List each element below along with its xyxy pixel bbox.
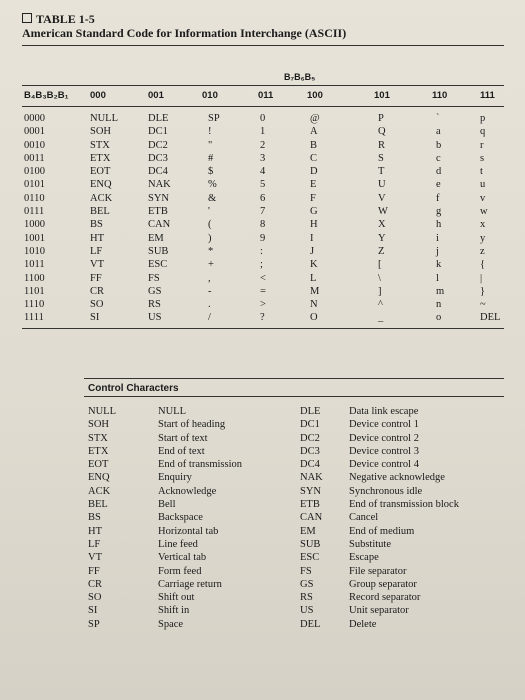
table-cell: 0 (260, 113, 266, 124)
table-cell: DEL (480, 312, 501, 324)
table-cell: + (208, 259, 214, 271)
table-cell: < (260, 272, 266, 284)
column-011 (260, 112, 266, 325)
control-description: End of transmission block (349, 499, 459, 511)
table-cell: X (378, 219, 386, 231)
table-cell: ETX (90, 152, 111, 164)
table-cell: _ (378, 312, 384, 324)
table-cell: : (260, 245, 263, 257)
control-abbreviation: DLE (300, 406, 321, 417)
table-cell: ~ (480, 299, 486, 311)
table-cell: E (310, 179, 317, 191)
table-cell: z (480, 245, 485, 257)
table-cell: 8 (260, 219, 266, 231)
table-cell: e (436, 179, 441, 191)
control-abbreviation: CR (88, 578, 103, 590)
table-cell: x (480, 219, 486, 231)
table-cell: R (378, 139, 386, 151)
control-abbreviation: BS (88, 512, 101, 524)
table-cell: u (480, 179, 486, 191)
header-rule-1 (22, 85, 504, 86)
table-cell: C (310, 152, 318, 164)
table-cell: ETB (148, 206, 168, 218)
table-cell: f (436, 192, 440, 204)
table-cell: ) (208, 232, 212, 244)
table-cell: - (208, 285, 212, 297)
control-abbreviation: ETX (88, 445, 109, 457)
high-bits-header: B₇B₆B₅ (284, 72, 316, 82)
table-cell: j (436, 245, 439, 257)
table-cell: i (436, 232, 439, 244)
control-description: End of medium (349, 525, 415, 537)
row-code: 0100 (24, 166, 45, 178)
control-description: Space (158, 618, 184, 630)
control-abbreviation: DEL (300, 618, 321, 630)
table-cell: h (436, 219, 442, 231)
control-abbreviation: SUB (300, 538, 321, 550)
control-description: Bell (158, 499, 176, 511)
column-100 (310, 112, 320, 325)
control-description: Line feed (158, 538, 198, 550)
control-abbreviation: ACK (88, 485, 111, 497)
table-caption (22, 12, 346, 40)
top-rule (22, 45, 504, 46)
table-cell: DC4 (148, 166, 168, 178)
table-cell: SP (208, 113, 220, 124)
column-header-100: 100 (307, 90, 323, 101)
table-cell: VT (90, 259, 104, 271)
control-description: Record separator (349, 592, 421, 604)
table-cell: GS (148, 285, 162, 297)
control-abbreviation: HT (88, 525, 102, 537)
control-abbreviation: ESC (300, 552, 320, 564)
control-description: Unit separator (349, 605, 409, 617)
row-code: 1101 (24, 285, 45, 297)
column-header-111: 111 (480, 90, 495, 101)
table-cell: y (480, 232, 486, 244)
control-description: NULL (158, 406, 186, 417)
table-cell: STX (90, 139, 110, 151)
control-description: Start of heading (158, 419, 226, 431)
control-characters-title: Control Characters (88, 383, 179, 394)
table-cell: o (436, 312, 442, 324)
control-description: Enquiry (158, 472, 192, 484)
table-cell: ] (378, 285, 382, 297)
table-cell: SOH (90, 126, 112, 138)
table-cell: l (436, 272, 439, 284)
table-cell: . (208, 299, 211, 311)
table-cell: b (436, 139, 442, 151)
table-title: American Standard Code for Information Interchange (ASCII) (22, 26, 347, 40)
table-cell: U (378, 179, 386, 191)
table-cell: > (260, 299, 266, 311)
table-cell: H (310, 219, 318, 231)
control-left-desc-column (158, 405, 242, 631)
table-cell: 2 (260, 139, 266, 151)
control-description: Carriage return (158, 578, 222, 590)
table-cell: EOT (90, 166, 111, 178)
control-abbreviation: NULL (88, 406, 116, 417)
table-cell: 1 (260, 126, 266, 138)
table-cell: D (310, 166, 318, 178)
control-abbreviation: DC2 (300, 432, 320, 444)
control-description: Device control 1 (349, 419, 419, 431)
control-description: Cancel (349, 512, 379, 524)
table-cell: US (148, 312, 162, 324)
table-cell: NAK (148, 179, 171, 191)
table-cell: HT (90, 232, 104, 244)
checkbox-square-icon (22, 13, 32, 23)
control-left-abbr-column (88, 405, 116, 631)
control-description: Negative acknowledge (349, 472, 445, 484)
row-code: 0111 (24, 206, 45, 218)
table-cell: d (436, 166, 442, 178)
control-abbreviation: SYN (300, 485, 322, 497)
table-cell: w (480, 206, 488, 218)
control-description: Start of text (158, 432, 208, 444)
low-bits-header: B₄B₃B₂B₁ (24, 90, 69, 101)
table-bottom-rule (22, 328, 504, 329)
table-cell: g (436, 206, 442, 218)
table-cell: Z (378, 245, 385, 257)
column-header-000: 000 (90, 90, 106, 101)
control-description: Form feed (158, 565, 202, 577)
table-cell: | (480, 272, 483, 284)
control-description: Vertical tab (158, 552, 207, 564)
table-cell: 4 (260, 166, 266, 178)
row-code: 1000 (24, 219, 45, 231)
table-cell: N (310, 299, 318, 311)
row-code-column (24, 112, 45, 325)
table-cell: v (480, 192, 486, 204)
control-description: Device control 4 (349, 459, 419, 471)
table-cell: ACK (90, 192, 113, 204)
table-cell: 7 (260, 206, 266, 218)
row-code: 0011 (24, 152, 45, 164)
table-cell: q (480, 126, 486, 138)
control-abbreviation: DC3 (300, 445, 320, 457)
table-cell: SYN (148, 192, 170, 204)
column-000 (90, 112, 118, 325)
table-cell: ESC (148, 259, 168, 271)
table-cell: W (378, 206, 388, 218)
header-rule-2 (22, 106, 504, 107)
row-code: 1010 (24, 245, 45, 257)
column-header-010: 010 (202, 90, 218, 101)
table-cell: p (480, 113, 486, 124)
table-cell: F (310, 192, 316, 204)
control-description: Shift out (158, 592, 195, 604)
control-right-desc-column (349, 405, 459, 631)
table-cell: CR (90, 285, 105, 297)
control-abbreviation: NAK (300, 472, 323, 484)
table-cell: M (310, 285, 320, 297)
control-abbreviation: CAN (300, 512, 323, 524)
table-cell: EM (148, 232, 164, 244)
control-description: Device control 2 (349, 432, 419, 444)
control-description: Shift in (158, 605, 190, 617)
table-cell: Y (378, 232, 386, 244)
control-abbreviation: SO (88, 592, 102, 604)
control-description: End of text (158, 445, 205, 457)
table-cell: , (208, 272, 211, 284)
table-cell: I (310, 232, 314, 244)
row-code: 0101 (24, 179, 45, 191)
table-cell: J (310, 245, 315, 257)
table-cell: { (480, 259, 486, 271)
table-cell: G (310, 206, 318, 218)
control-right-abbr-column (300, 405, 323, 631)
control-abbreviation: DC1 (300, 419, 320, 431)
table-cell: n (436, 299, 442, 311)
control-abbreviation: RS (300, 592, 313, 604)
column-110 (436, 112, 444, 325)
table-cell: = (260, 285, 266, 297)
table-cell: CAN (148, 219, 171, 231)
table-cell: SI (90, 312, 100, 324)
table-cell: SO (90, 299, 104, 311)
row-code: 1111 (24, 312, 44, 324)
table-cell: " (208, 139, 213, 151)
table-cell: 9 (260, 232, 266, 244)
table-cell: S (378, 152, 384, 164)
control-abbreviation: EOT (88, 459, 109, 471)
table-cell: SUB (148, 245, 169, 257)
control-abbreviation: DC4 (300, 459, 320, 471)
table-cell: ENQ (90, 179, 112, 191)
table-cell: 6 (260, 192, 266, 204)
control-description: Horizontal tab (158, 525, 219, 537)
row-code: 0001 (24, 126, 45, 138)
table-cell: k (436, 259, 442, 271)
control-header-rule (84, 396, 504, 397)
table-cell: } (480, 285, 486, 297)
table-cell: $ (208, 166, 214, 178)
control-abbreviation: VT (88, 552, 102, 564)
table-cell: RS (148, 299, 161, 311)
table-cell: K (310, 259, 318, 271)
control-description: Escape (349, 552, 379, 564)
table-cell: \ (378, 272, 381, 284)
table-cell: % (208, 179, 217, 191)
control-description: Group separator (349, 578, 417, 590)
table-cell: A (310, 126, 318, 138)
column-010 (208, 112, 220, 325)
table-cell: 3 (260, 152, 266, 164)
control-abbreviation: EM (300, 525, 316, 537)
row-code: 0010 (24, 139, 45, 151)
control-abbreviation: STX (88, 432, 108, 444)
table-cell: BEL (90, 206, 110, 218)
table-cell: O (310, 312, 318, 324)
control-abbreviation: SP (88, 618, 100, 630)
control-abbreviation: ETB (300, 499, 320, 511)
row-code: 1011 (24, 259, 45, 271)
table-cell: DC3 (148, 152, 168, 164)
control-abbreviation: US (300, 605, 314, 617)
table-cell: FS (148, 272, 160, 284)
table-cell: V (378, 192, 386, 204)
control-top-rule (84, 378, 504, 379)
control-description: End of transmission (158, 459, 242, 471)
table-cell: BS (90, 219, 103, 231)
table-cell: B (310, 139, 318, 151)
table-cell: m (436, 285, 445, 297)
column-header-011: 011 (258, 90, 274, 101)
table-cell: ' (208, 206, 210, 218)
control-abbreviation: SI (88, 605, 98, 617)
table-cell: * (208, 245, 214, 257)
table-cell: LF (90, 245, 103, 257)
column-header-101: 101 (374, 90, 390, 101)
column-header-110: 110 (432, 90, 448, 101)
table-cell: a (436, 126, 441, 138)
control-description: Delete (349, 618, 377, 630)
table-cell: ( (208, 219, 212, 231)
row-code: 0110 (24, 192, 45, 204)
row-code: 0000 (24, 113, 45, 124)
control-description: Device control 3 (349, 445, 419, 457)
table-cell: ! (208, 126, 212, 138)
table-cell: ^ (378, 299, 383, 311)
table-cell: c (436, 152, 441, 164)
table-cell: r (480, 139, 484, 151)
column-101 (378, 112, 388, 325)
table-cell: ` (436, 113, 440, 124)
table-cell: DLE (148, 113, 169, 124)
table-cell: 5 (260, 179, 266, 191)
control-abbreviation: BEL (88, 499, 108, 511)
control-abbreviation: ENQ (88, 472, 110, 484)
table-cell: [ (378, 259, 382, 271)
table-cell: P (378, 113, 384, 124)
table-cell: @ (310, 113, 320, 124)
table-cell: ; (260, 259, 263, 271)
table-cell: t (480, 166, 483, 178)
table-cell: NULL (90, 113, 118, 124)
table-cell: L (310, 272, 317, 284)
control-abbreviation: GS (300, 578, 314, 590)
control-abbreviation: LF (88, 538, 101, 550)
control-description: Substitute (349, 538, 392, 550)
column-001 (148, 112, 171, 325)
control-abbreviation: SOH (88, 419, 110, 431)
table-cell: # (208, 152, 214, 164)
row-code: 1110 (24, 299, 45, 311)
table-cell: FF (90, 272, 102, 284)
control-abbreviation: FF (88, 565, 100, 577)
table-cell: DC1 (148, 126, 168, 138)
control-description: Acknowledge (158, 485, 217, 497)
row-code: 1001 (24, 232, 45, 244)
column-header-001: 001 (148, 90, 164, 101)
table-cell: s (480, 152, 485, 164)
table-cell: T (378, 166, 385, 178)
control-description: File separator (349, 565, 407, 577)
table-cell: & (208, 192, 217, 204)
control-abbreviation: FS (300, 565, 312, 577)
table-cell: ? (260, 312, 265, 324)
table-cell: DC2 (148, 139, 168, 151)
row-code: 1100 (24, 272, 45, 284)
column-111 (480, 112, 500, 325)
table-label: TABLE 1-5 (36, 12, 95, 26)
table-cell: / (208, 312, 211, 324)
table-cell: Q (378, 126, 386, 138)
control-description: Synchronous idle (349, 485, 423, 497)
control-description: Data link escape (349, 406, 419, 417)
control-description: Backspace (158, 512, 203, 524)
